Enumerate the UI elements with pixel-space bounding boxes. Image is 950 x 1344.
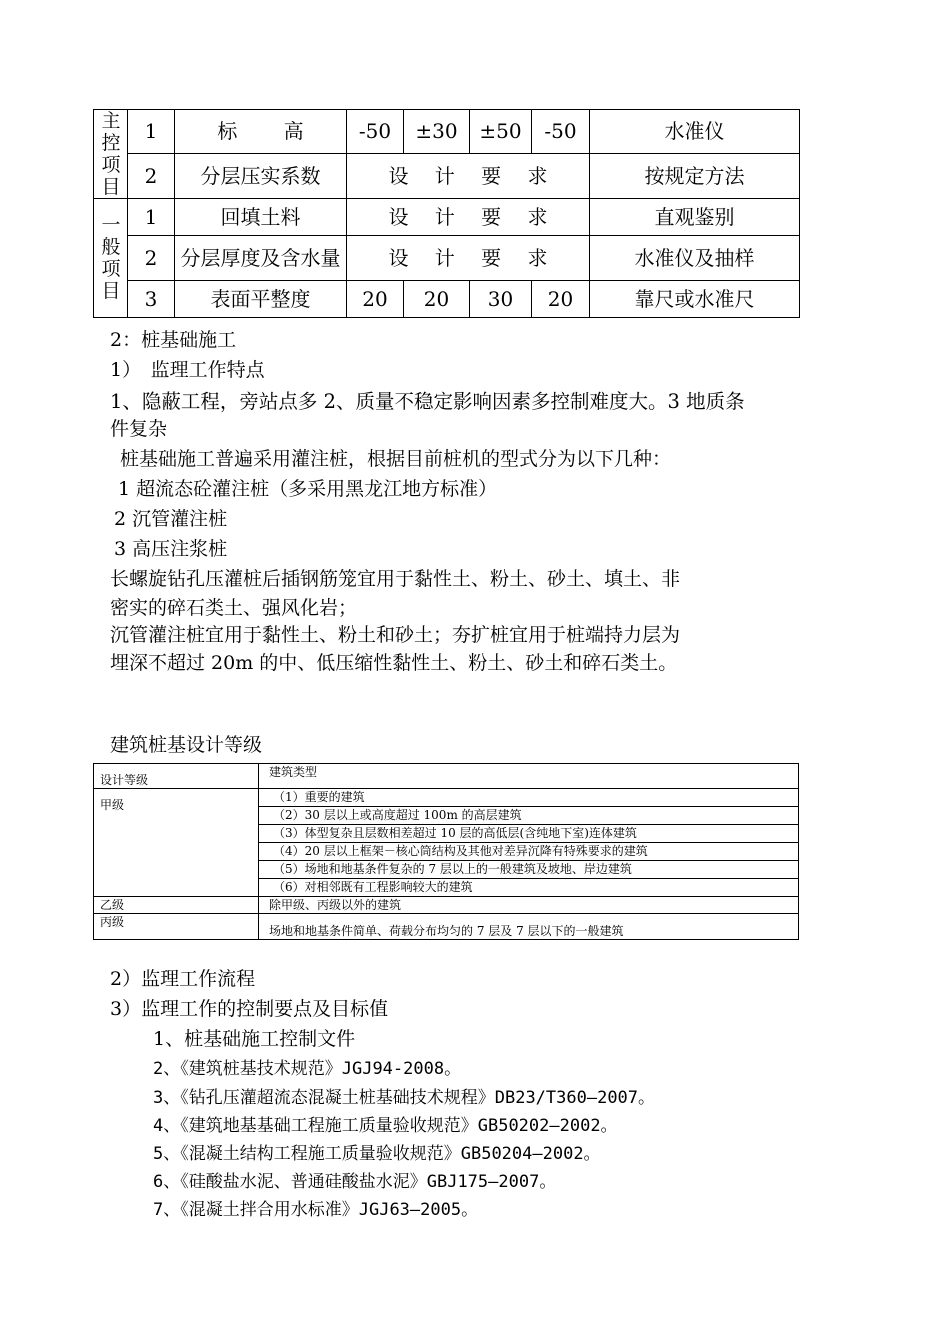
item-name: 标 高: [175, 110, 347, 154]
acceptance-table: [93, 109, 800, 318]
value-cell: 20: [532, 281, 590, 318]
row-number: 3: [128, 281, 175, 318]
group-label-main: 主控项目: [94, 110, 128, 199]
requirement-cell: 设 计 要 求: [347, 236, 590, 281]
list-item: 6、《硅酸盐水泥、普通硅酸盐水泥》GBJ175—2007。: [153, 1172, 557, 1192]
value-cell: 20: [404, 281, 470, 318]
grade-c-desc: 场地和地基条件简单、荷载分布均匀的 7 层及 7 层以下的一般建筑: [259, 914, 799, 940]
header-type: 建筑类型: [259, 764, 799, 789]
value-cell: ±50: [470, 110, 532, 154]
list-item: 3 高压注浆桩: [114, 538, 228, 560]
paragraph-line: 件复杂: [110, 418, 168, 440]
paragraph-line: 密实的碎石类土、强风化岩；: [110, 597, 358, 619]
list-item: （5）场地和地基条件复杂的 7 层以上的一般建筑及坡地、岸边建筑: [259, 861, 798, 879]
table-row: [94, 897, 799, 914]
table-row: [94, 153, 800, 198]
list-item: （6）对相邻既有工程影响较大的建筑: [273, 880, 473, 894]
check-method: 按规定方法: [590, 153, 800, 198]
table-row: [94, 789, 799, 897]
table-row: [94, 199, 800, 236]
row-number: 2: [128, 153, 175, 198]
list-item: 5、《混凝土结构工程施工质量验收规范》GB50204—2002。: [153, 1144, 601, 1164]
list-item: 2、《建筑桩基技术规范》JGJ94-2008。: [153, 1059, 462, 1079]
item-name: 分层厚度及含水量: [175, 236, 347, 281]
section-heading: 2：桩基础施工: [110, 329, 237, 351]
item-name: 回填土料: [175, 199, 347, 236]
value-cell: 30: [470, 281, 532, 318]
grade-c: 丙级: [94, 914, 259, 940]
list-item: （1）重要的建筑: [259, 789, 798, 807]
table-caption: 建筑桩基设计等级: [110, 734, 263, 756]
value-cell: ±30: [404, 110, 470, 154]
value-cell: -50: [347, 110, 404, 154]
section-heading: 2）监理工作流程: [110, 968, 256, 990]
check-method: 直观鉴别: [590, 199, 800, 236]
value-cell: 20: [347, 281, 404, 318]
section-heading: 3）监理工作的控制要点及目标值: [110, 998, 389, 1020]
list-item: 1 超流态砼灌注桩（多采用黑龙江地方标准）: [118, 478, 498, 500]
row-number: 1: [128, 110, 175, 154]
grade-a-items: [259, 789, 799, 897]
grade-b: 乙级: [94, 897, 259, 914]
list-item: （3）体型复杂且层数相差超过 10 层的高低层(含纯地下室)连体建筑: [259, 825, 798, 843]
table-row: [94, 110, 800, 154]
list-item: 4、《建筑地基基础工程施工质量验收规范》GB50202—2002。: [153, 1116, 618, 1136]
value-cell: -50: [532, 110, 590, 154]
paragraph-line: 长螺旋钻孔压灌桩后插钢筋笼宜用于黏性土、粉土、砂土、填土、非: [110, 568, 681, 590]
list-item: 2 沉管灌注桩: [114, 508, 228, 530]
table-row: [94, 236, 800, 281]
requirement-cell: 设 计 要 求: [347, 199, 590, 236]
paragraph-line: 桩基础施工普遍采用灌注桩，根据目前桩机的型式分为以下几种：: [120, 448, 672, 470]
list-item: 1、桩基础施工控制文件: [153, 1028, 356, 1050]
row-number: 2: [128, 236, 175, 281]
table-row: [94, 281, 800, 318]
item-name: 表面平整度: [175, 281, 347, 318]
header-grade: 设计等级: [94, 764, 259, 789]
list-item: 3、《钻孔压灌超流态混凝土桩基础技术规程》DB23/T360—2007。: [153, 1088, 656, 1108]
group-label-general: 一般项目: [94, 199, 128, 318]
paragraph-line: 埋深不超过 20m 的中、低压缩性黏性土、粉土、砂土和碎石类土。: [110, 652, 678, 674]
check-method: 靠尺或水准尺: [590, 281, 800, 318]
paragraph-line: 沉管灌注桩宜用于黏性土、粉土和砂土；夯扩桩宜用于桩端持力层为: [110, 624, 681, 646]
item-name: 分层压实系数: [175, 153, 347, 198]
row-number: 1: [128, 199, 175, 236]
check-method: 水准仪: [590, 110, 800, 154]
grade-b-desc: 除甲级、丙级以外的建筑: [259, 897, 799, 914]
pile-design-grade-table: [93, 763, 799, 940]
table-row: [94, 914, 799, 940]
list-item: （4）20 层以上框架－核心筒结构及其他对差异沉降有特殊要求的建筑: [259, 843, 798, 861]
paragraph-line: 1、隐蔽工程，旁站点多 2、质量不稳定影响因素多控制难度大。3 地质条: [110, 390, 745, 413]
table-header-row: [94, 764, 799, 789]
check-method: 水准仪及抽样: [590, 236, 800, 281]
subsection-heading: 1） 监理工作特点: [110, 359, 265, 381]
requirement-cell: 设 计 要 求: [347, 153, 590, 198]
list-item: 7、《混凝土拌合用水标准》JGJ63—2005。: [153, 1200, 479, 1220]
grade-a: 甲级: [94, 789, 259, 897]
list-item: （2）30 层以上或高度超过 100m 的高层建筑: [259, 807, 798, 825]
